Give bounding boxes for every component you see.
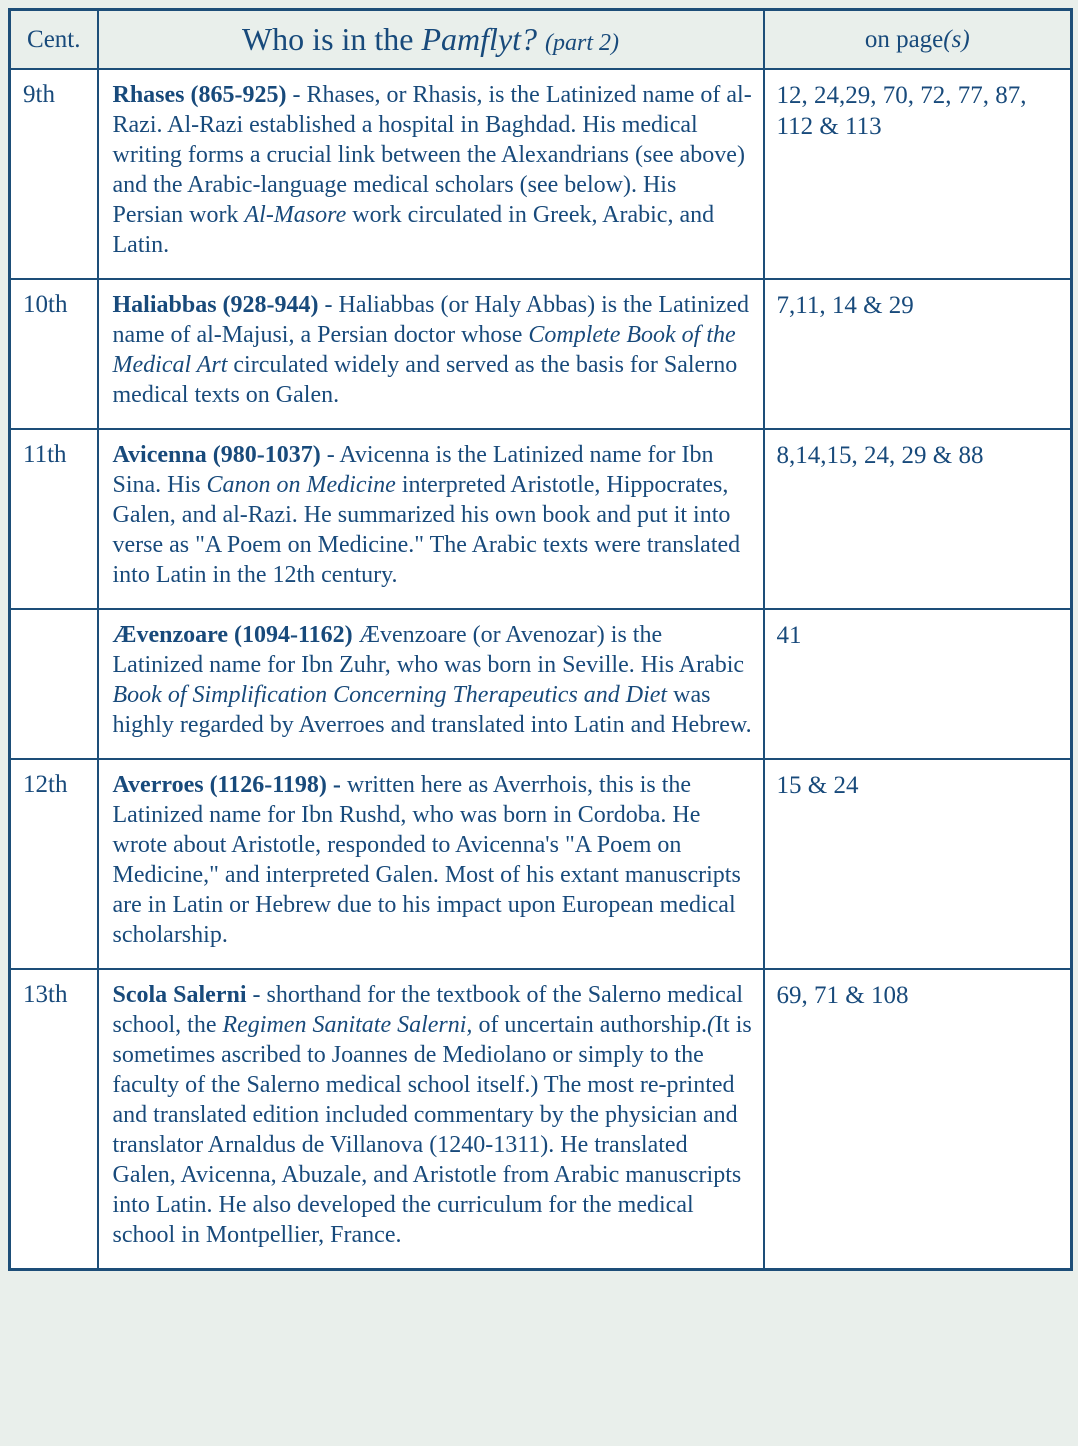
table-row: [10, 429, 1072, 609]
text-segment: It is sometimes ascribed to Joannes de Mediolano or simply to the faculty of the Salerno medical school itself.) The most re-printed and translated edition included commentary by the physician and translator Arnaldus de Villanova (1240-1311). He translated Galen, Avicenna, Abuzale, and Aristotle from Arabic manuscripts into Latin. He also developed the curriculum for the medical school in Montpellier, France.: [112, 1012, 752, 1248]
text-segment: Avicenna (980-1037): [112, 442, 321, 468]
text-segment: Book of Simplification Concerning Therapeutics and Diet: [112, 682, 668, 708]
description-cell: [98, 279, 764, 429]
pages-cell: 41: [764, 609, 1072, 759]
header-pages: [764, 10, 1072, 70]
header-century: Cent.: [10, 10, 98, 70]
text-segment: Ævenzoare (1094-1162): [112, 622, 353, 648]
description-cell: [98, 759, 764, 969]
text-segment: - Avicenna is the Latinized name for Ibn Sina. His: [112, 442, 714, 498]
text-segment: (s): [943, 25, 970, 53]
text-segment: on page: [864, 25, 944, 53]
text-segment: interpreted Aristotle, Hippocrates, Galen, and al-Razi. He summarized his own book and put it into verse as "A Poem on Medicine." The Arabic texts were translated into Latin in the 12th century.: [112, 472, 741, 588]
text-segment: Complete Book of the Medical Art: [112, 322, 736, 378]
text-segment: - Rhases, or Rhasis, is the Latinized name of al-Razi. Al-Razi established a hospital in Baghdad. His medical writing forms a crucial link between the Alexandrians (see above) and the Arabic-language medical scholars (see below). His Persian work: [112, 82, 752, 228]
description-cell: [98, 69, 764, 279]
table-row: [10, 969, 1072, 1270]
century-cell: 9th: [10, 69, 98, 279]
table-row: [10, 69, 1072, 279]
text-segment: of uncertain authorship.: [472, 1012, 708, 1038]
text-segment: Pamflyt?: [421, 21, 538, 57]
description-cell: [98, 969, 764, 1270]
text-segment: (part 2): [545, 30, 620, 56]
text-segment: written here as Averrhois, this is the Latinized name for Ibn Rushd, who was born in Cordoba. He wrote about Aristotle, responded to Avicenna's "A Poem on Medicine," and interpreted Galen. Most of his extant manuscripts are in Latin or Hebrew due to his impact upon European medical scholarship.: [112, 772, 741, 948]
text-segment: Who is in the: [241, 21, 422, 57]
pages-cell: 8,14,15, 24, 29 & 88: [764, 429, 1072, 609]
text-segment: - Haliabbas (or Haly Abbas) is the Latinized name of al-Majusi, a Persian doctor whose: [112, 292, 750, 348]
table-header: [10, 10, 1072, 70]
table-row: [10, 609, 1072, 759]
century-cell: 13th: [10, 969, 98, 1270]
century-cell: 11th: [10, 429, 98, 609]
pamflyt-table: [8, 8, 1073, 1271]
text-segment: Haliabbas (928-944): [112, 292, 319, 318]
description-cell: [98, 429, 764, 609]
text-segment: Al-Masore: [244, 202, 347, 228]
text-segment: - shorthand for the textbook of the Salerno medical school, the: [112, 982, 744, 1038]
description-cell: [98, 609, 764, 759]
text-segment: Ævenzoare (or Avenozar) is the Latinized name for Ibn Zuhr, who was born in Seville. His Arabic: [112, 622, 745, 678]
text-segment: Averroes (1126-1198) -: [112, 772, 347, 798]
text-segment: circulated widely and served as the basis for Salerno medical texts on Galen.: [112, 352, 738, 408]
pages-cell: 69, 71 & 108: [764, 969, 1072, 1270]
pages-cell: 12, 24,29, 70, 72, 77, 87, 112 & 113: [764, 69, 1072, 279]
pages-cell: 7,11, 14 & 29: [764, 279, 1072, 429]
table-body: [10, 69, 1072, 1270]
header-row: [10, 10, 1072, 70]
table-row: [10, 279, 1072, 429]
text-segment: Canon on Medicine: [206, 472, 396, 498]
text-segment: Rhases (865-925): [112, 82, 287, 108]
text-segment: was highly regarded by Averroes and translated into Latin and Hebrew.: [112, 682, 752, 738]
century-cell: 12th: [10, 759, 98, 969]
table-row: [10, 759, 1072, 969]
text-segment: Scola Salerni: [112, 982, 247, 1008]
pages-cell: 15 & 24: [764, 759, 1072, 969]
text-segment: [537, 21, 545, 57]
text-segment: work circulated in Greek, Arabic, and Latin.: [112, 202, 715, 258]
century-cell: [10, 609, 98, 759]
text-segment: (: [707, 1012, 716, 1038]
header-title: [98, 10, 764, 70]
century-cell: 10th: [10, 279, 98, 429]
text-segment: Regimen Sanitate Salerni,: [222, 1012, 473, 1038]
